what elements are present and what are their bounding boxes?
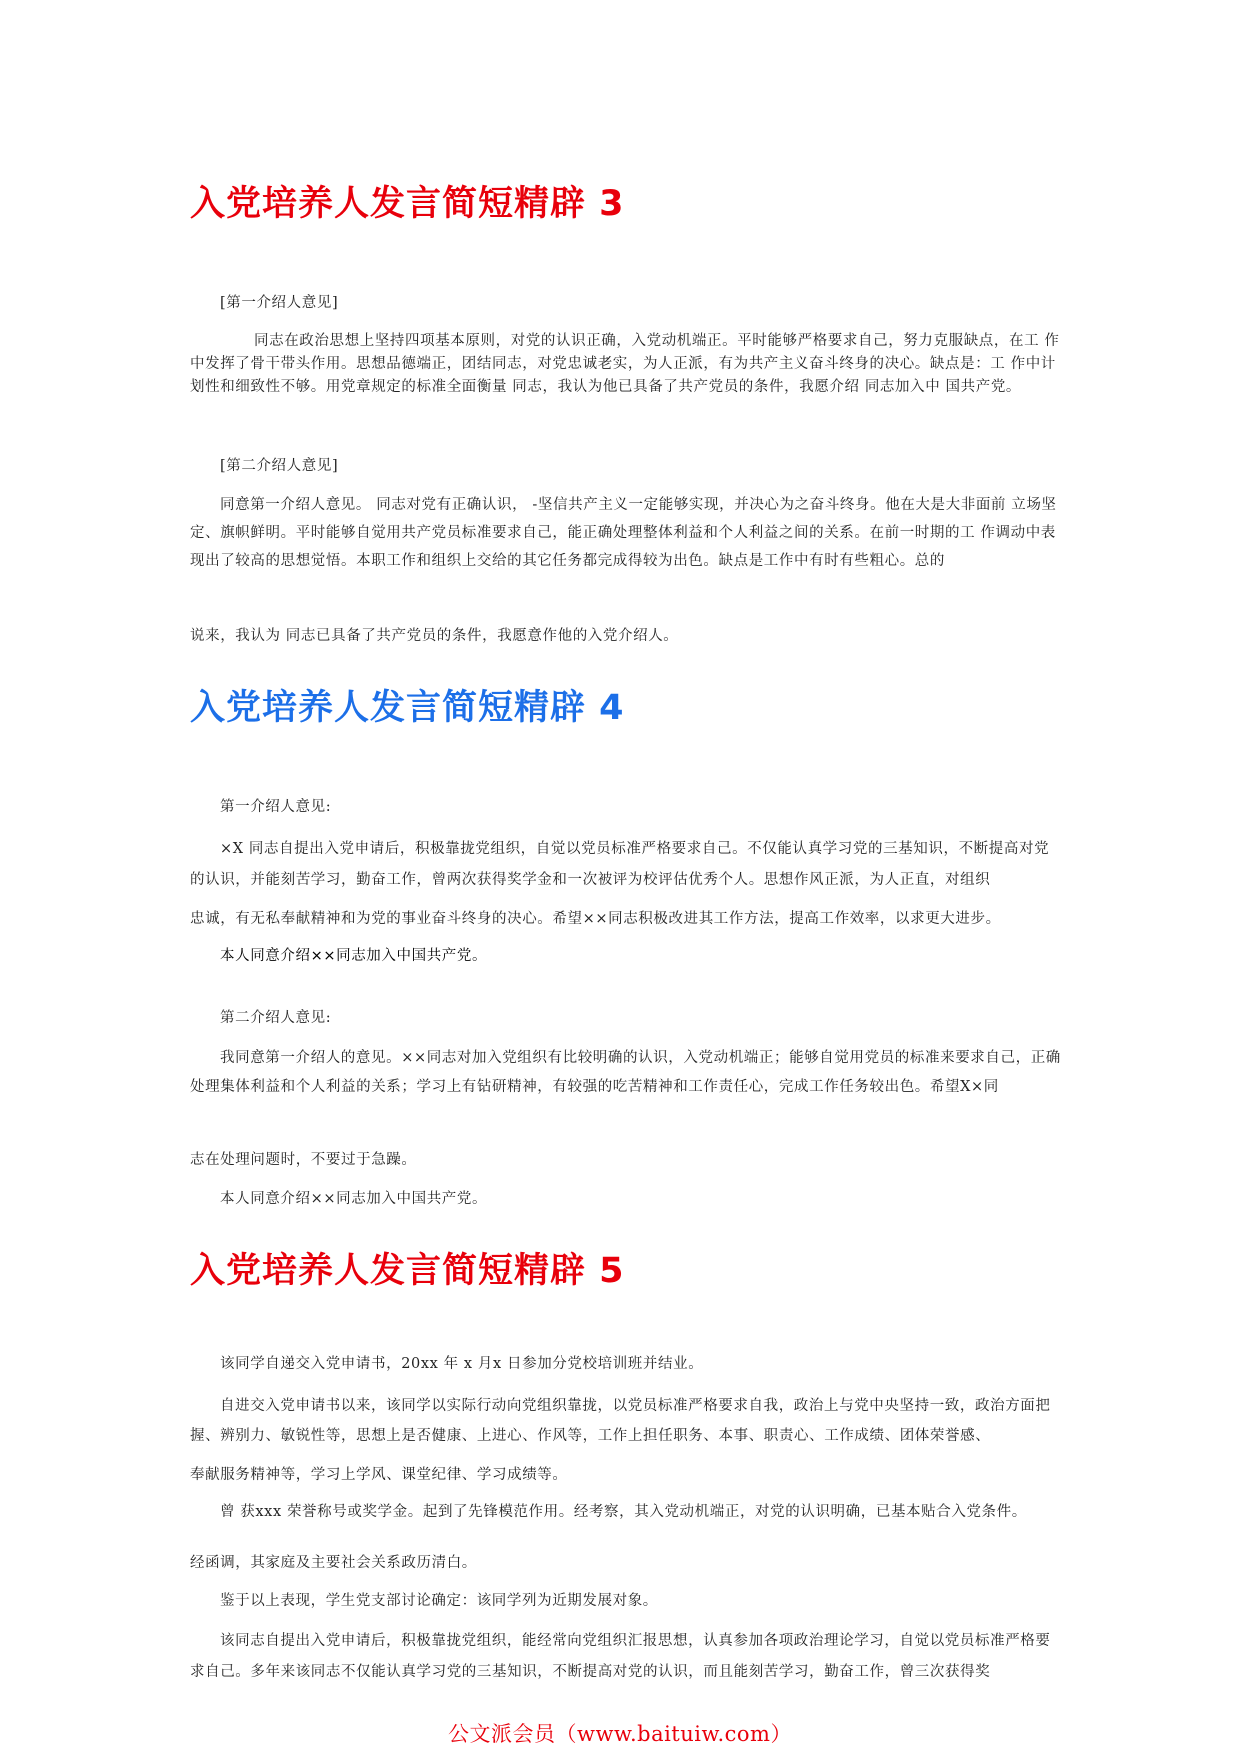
paragraph: 说来，我认为 同志已具备了共产党员的条件，我愿意作他的入党介绍人。 [190, 628, 679, 644]
paragraph: 同意第一介绍人意见。 同志对党有正确认识， -坚信共产主义一定能够实现，并决心为之奋斗终身。他在大是大非面前 立场坚定、旗帜鲜明。平时能够自觉用共产党员标准要求自己，能正确处理整体利益和个人利益之间的关系。在前一时期的工 作调动中表现出了较高的思想觉悟。本职工作和组织上交给的其它任务都完成得较为出色。缺点是工作中有时有些粗心。总的 [190, 497, 1057, 569]
paragraph: 该同学自递交入党申请书，20xx 年 x 月x 日参加分党校培训班并结业。 [220, 1356, 704, 1372]
paragraph: 本人同意介绍××同志加入中国共产党。 [220, 1191, 488, 1207]
heading-section-3: 入党培养人发言简短精辟 3 [190, 184, 625, 224]
heading-section-4: 入党培养人发言简短精辟 4 [190, 688, 625, 728]
paragraph: 本人同意介绍××同志加入中国共产党。 [220, 948, 488, 964]
paragraph: 该同志自提出入党申请后，积极靠拢党组织，能经常向党组织汇报思想，认真参加各项政治理论学习，自觉以党员标准严格要求自己。多年来该同志不仅能认真学习党的三基知识，不断提高对党的认识，而且能刻苦学习，勤奋工作，曾三次获得奖 [190, 1633, 1051, 1680]
paragraph: 自进交入党申请书以来，该同学以实际行动向党组织靠拢，以党员标准严格要求自我，政治上与党中央坚持一致，政治方面把握、辨别力、敏锐性等，思想上是否健康、上进心、作风等，工作上担任职务、本事、职责心、工作成绩、团体荣誉感、 [190, 1398, 1051, 1444]
label-second-introducer: [第二介绍人意见] [220, 458, 339, 474]
paragraph: 曾 获xxx 荣誉称号或奖学金。起到了先锋模范作用。经考察，其入党动机端正，对党的认识明确，已基本贴合入党条件。 [220, 1504, 1027, 1520]
paragraph: 奉献服务精神等，学习上学风、课堂纪律、学习成绩等。 [190, 1467, 568, 1483]
paragraph: 我同意第一介绍人的意见。××同志对加入党组织有比较明确的认识，入党动机端正；能够自觉用党员的标准来要求自己，正确处理集体利益和个人利益的关系；学习上有钻研精神，有较强的吃苦精神和工作责任心，完成工作任务较出色。希望X×同 [190, 1050, 1061, 1095]
heading-section-5: 入党培养人发言简短精辟 5 [190, 1251, 625, 1291]
paragraph: 同志在政治思想上坚持四项基本原则，对党的认识正确，入党动机端正。平时能够严格要求自己，努力克服缺点，在工 作中发挥了骨干带头作用。思想品德端正，团结同志，对党忠诚老实，为人正派，有为共产主义奋斗终身的决心。缺点是：工 作中计划性和细致性不够。用党章规定的标准全面衡量 同志，我认为他已具备了共产党员的条件，我愿介绍 同志加入中 国共产党。 [190, 333, 1060, 395]
label-first-introducer: 第一介绍人意见: [220, 799, 332, 815]
paragraph: ×X 同志自提出入党申请后，积极靠拢党组织，自觉以党员标准严格要求自己。不仅能认真学习党的三基知识，不断提高对党的认识，并能刻苦学习，勤奋工作，曾两次获得奖学金和一次被评为校评估优秀个人。思想作风正派，为人正直，对组织 [190, 841, 1050, 888]
paragraph: 鉴于以上表现，学生党支部讨论确定：该同学列为近期发展对象。 [220, 1593, 658, 1609]
label-first-introducer: [第一介绍人意见] [220, 295, 339, 311]
label-second-introducer: 第二介绍人意见: [220, 1010, 332, 1026]
paragraph: 忠诚，有无私奉献精神和为党的事业奋斗终身的决心。希望××同志积极改进其工作方法，提高工作效率，以求更大进步。 [190, 911, 1001, 927]
paragraph: 经函调，其家庭及主要社会关系政历清白。 [190, 1555, 477, 1571]
paragraph: 志在处理问题时，不要过于急躁。 [190, 1152, 417, 1168]
footer-watermark: 公文派会员（www.baituiw.com） [448, 1722, 792, 1746]
